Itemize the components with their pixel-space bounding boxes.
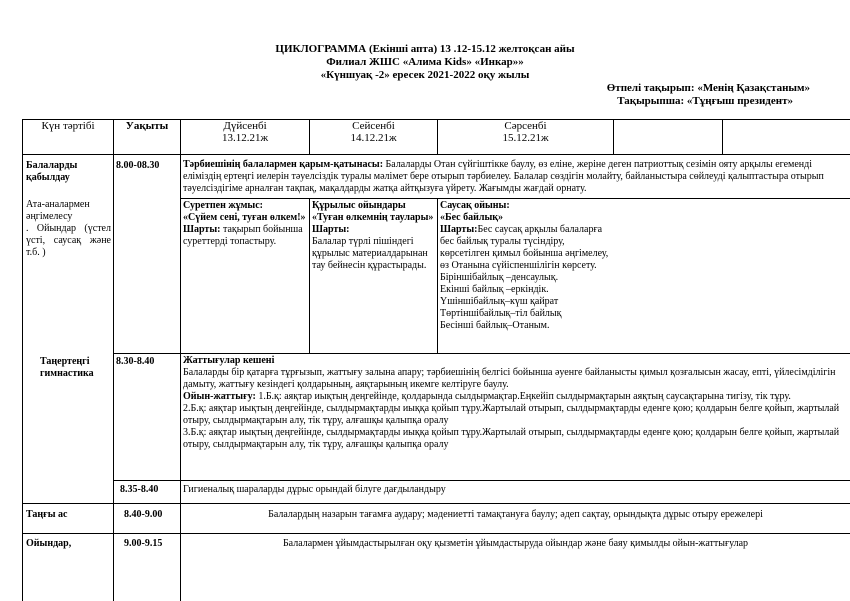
intro-text: Балаларды Отан сүйгіштікке баулу, өз еліне, жеріне деген патриоттық сезімін ояту арқылы егеменді еліміздің ертеңгі иелерін тәуелсіздік туралы мәлімет бере отырып тәрбиелеу. Балалар сөздігін молайту, байланыстыра сөйлеуді қалыптастыра отырып тәуелсіздігіме арналған тақпақ, мақалдарды жатқа айтқызуға үйрету. Жағымды жағдай орнату.: [183, 159, 824, 194]
theme-label: Өтпелі тақырып: «Менің Қазақстаным»: [606, 82, 810, 94]
document-title: ЦИКЛОГРАММА (Екінші апта) 13 .12-15.12 желтоқсан айы: [275, 43, 575, 55]
row-time-games: 9.00-9.15: [124, 538, 163, 549]
row-label-gymnastics: Таңертеңгі гимнастика: [40, 356, 94, 379]
tuesday-activity-title: Құрылыс ойындары: [312, 200, 406, 211]
wednesday-goal: Бес саусақ арқылы балаларға бес байлық туралы түсіндіру, көрсетілген қимыл бойынша әңгімелеу, өз Отанына сүйіспеншілігін көрсету.: [440, 224, 609, 271]
monday-activity: [183, 200, 307, 248]
subtheme-label: Тақырыпша: «Тұңғыш президент»: [617, 95, 793, 107]
col-header-monday: [181, 120, 309, 144]
wednesday-line: Бесінші байлық–Отаным.: [440, 320, 550, 331]
col-header-wednesday: [438, 120, 613, 144]
row-sublabel-games: . Ойындар (үстел үсті, саусақ және т.б. ): [26, 223, 111, 258]
gymnastics-text: Балаларды бір қатарға тұрғызып, жаттығу залына апару; тәрбиешінің белгісі бойынша әуенге байланысты қимыл қозғалысын жасау, епті, үйлесімділігін дамыту, жаттығу кезіндегі қолдарының, аяқтарының икемге келтіруге баулу.: [183, 367, 836, 390]
games-text: Балалармен ұйымдастырылған оқу қызметін ұйымдастыруда ойындар және баяу қимылды ойын-жаттығулар: [282, 538, 749, 549]
group-name: «Күншуақ -2» ересек 2021-2022 оқу жылы: [320, 69, 530, 81]
wednesday-date: 15.12.21ж: [502, 132, 549, 144]
game-line: 1.Б.қ: аяқтар иықтың деңгейінде, қолдарында сылдырмақтар.Еңкейіп сылдырмақтарын аяқтың саусақтарына тигізу, тік тұру.: [255, 391, 791, 402]
tuesday-day: Сейсенбі: [352, 120, 395, 132]
monday-activity-title: Суретпен жұмыс:: [183, 200, 263, 211]
wednesday-goal-label: Шарты:: [440, 224, 478, 235]
monday-activity-name: «Сүйем сені, туған өлкем!»: [183, 212, 306, 223]
col-header-time: Уақыты: [125, 120, 169, 132]
hygiene-text: Гигиеналық шараларды дұрыс орындай білуге дағдыландыру: [183, 484, 446, 495]
gymnastics-title: Жаттығулар кешені: [183, 355, 275, 366]
schedule-table: [22, 119, 850, 601]
monday-goal: тақырып бойынша суреттерді топастыру.: [183, 224, 303, 247]
game-label: Ойын-жаттығу:: [183, 391, 256, 402]
row-label-games: Ойындар,: [26, 538, 72, 549]
wednesday-activity: [440, 200, 610, 332]
breakfast-text: Балалардың назарын тағамға аудару; мәдениетті тамақтануға баулу; әдеп сақтау, орындықта дұрыс отыру ережелері: [268, 509, 763, 520]
row-time-hygiene: 8.35-8.40: [120, 484, 159, 495]
wednesday-line: Үшіншібайлық–күш қайрат: [440, 296, 559, 307]
wednesday-activity-name: «Бес байлық»: [440, 212, 504, 223]
monday-goal-label: Шарты:: [183, 224, 221, 235]
row-intro: [183, 159, 848, 195]
row-label-breakfast: Таңғы ас: [26, 509, 68, 520]
wednesday-line: Төртіншібайлық–тіл байлық: [440, 308, 562, 319]
row-time-gymnastics: 8.30-8.40: [116, 356, 155, 367]
branch-name: Филиал ЖШС «Алима Kids» «Инкар»»: [326, 56, 524, 68]
gymnastics-content: [183, 355, 848, 451]
monday-date: 13.12.21ж: [221, 132, 269, 144]
row-time-reception: 8.00-08.30: [116, 160, 160, 171]
row-sublabel-parents: Ата-аналармен әңгімелесу: [26, 199, 90, 222]
tuesday-goal: Балалар түрлі пішіндегі құрылыс материалдарынан тау бейнесін құрастырады.: [312, 236, 428, 271]
tuesday-activity: [312, 200, 435, 272]
col-header-tuesday: [310, 120, 437, 144]
row-label-reception: Балаларды қабылдау: [26, 160, 78, 183]
game-line: 3.Б.қ: аяқтар иықтың деңгейінде, сылдырмақтарды иыққа қойып тұру.Жартылай отырып, сылдырмақтарды еденге қою; қолдарын белге қойып, жартылай отыру, сылдырмақтарын алу, тік тұру, алғашқы қалыпқа оралу: [183, 427, 840, 450]
row-time-breakfast: 8.40-9.00: [124, 509, 163, 520]
tuesday-date: 14.12.21ж: [350, 132, 397, 144]
col-header-schedule: Күн тәртібі: [41, 120, 95, 132]
wednesday-day: Сәрсенбі: [504, 120, 547, 132]
intro-bold: Тәрбиешінің балалармен қарым-қатынасы:: [183, 159, 384, 170]
wednesday-line: Екінші байлық –еркіндік.: [440, 284, 549, 295]
wednesday-activity-title: Саусақ ойыны:: [440, 200, 510, 211]
game-line: 2.Б.қ: аяқтар иықтың деңгейінде, сылдырмақтарды иыққа қойып тұру.Жартылай отырып, сылдырмақтарды еденге қою; қолдарын белге қойып, жартылай отыру, сылдырмақтарын алу, тік тұру, алғашқы қалыпқа оралу: [183, 403, 840, 426]
tuesday-activity-name: «Туған өлкемнің таулары» Шарты:: [312, 212, 434, 235]
monday-day: Дүйсенбі: [223, 120, 267, 132]
wednesday-line: Біріншібайлық –денсаулық.: [440, 272, 559, 283]
